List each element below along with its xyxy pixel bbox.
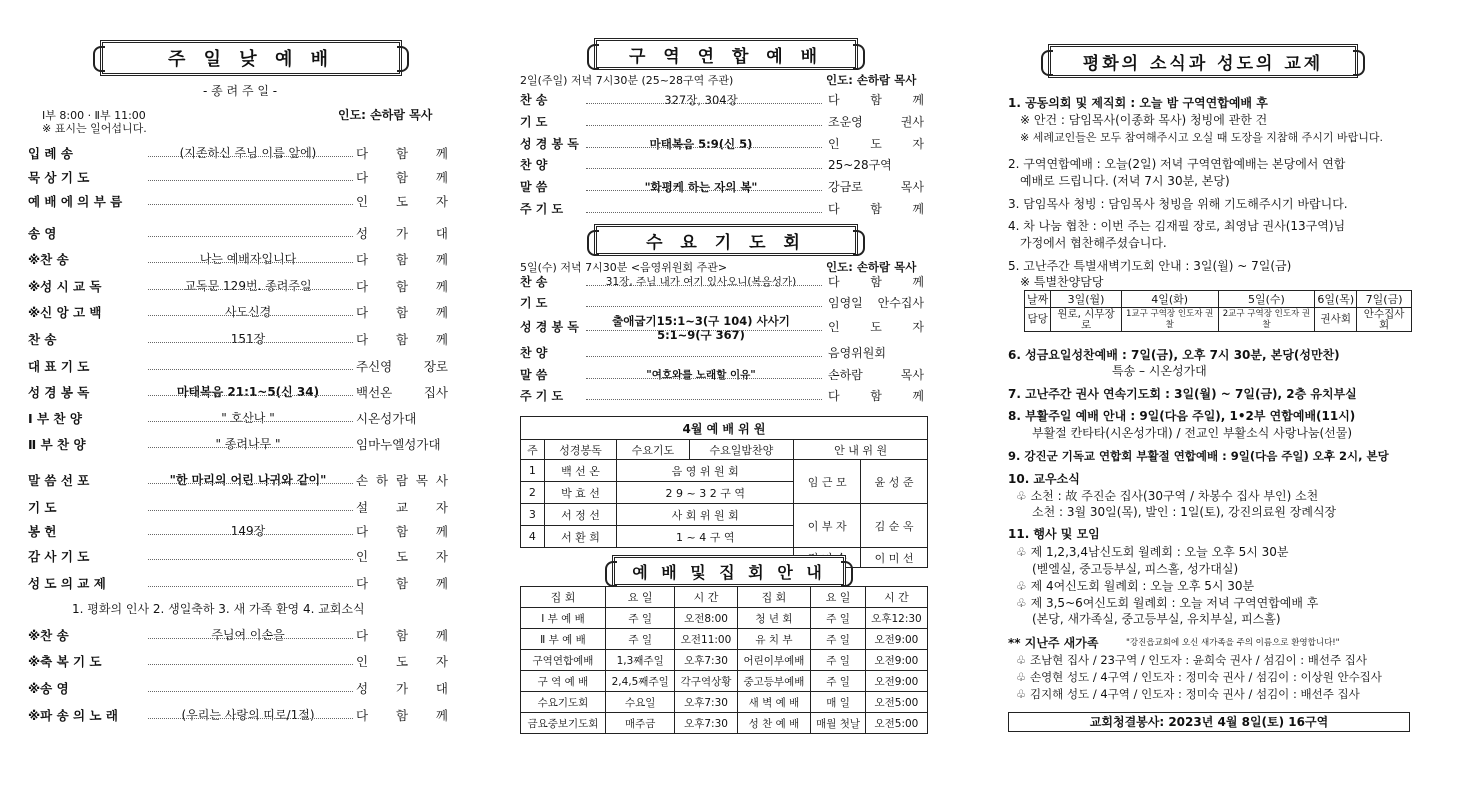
leader-dots [586,320,822,331]
leader-dots [148,279,353,290]
week-number: 4 [521,526,545,548]
dawn-header: 5일(수) [1218,291,1315,308]
dawn-cell: 권사회 [1315,308,1357,332]
leader-dots [148,226,353,237]
evening-services-column [516,0,930,786]
cleaning-service: 교회청결봉사: 2023년 4월 8일(토) 16구역 [1008,712,1410,732]
reader-name: 서 환 희 [544,526,616,548]
schedule-cell: 새 벽 예 배 [737,692,811,713]
order-item-name: Ⅱ 부 찬 양 [28,437,86,452]
schedule-cell: 주 일 [811,650,866,671]
news-item: ※ 세례교인들은 모두 참여해주시고 오실 때 도장을 지참해 주시기 바랍니다. [1020,131,1383,144]
order-item-person: 손하람 목사 [828,368,924,382]
news-item: ♧ 소천 : 故 주진순 집사(30구역 / 차봉수 집사 부인) 소천 [1016,489,1319,503]
order-item-name: 찬 송 [520,275,548,289]
schedule-cell: 구 역 예 배 [521,671,606,692]
schedule-cell: 오전9:00 [865,650,927,671]
committee-header: 주 [521,440,545,460]
order-item-desc: (우리는 사랑의 띠로/1절) [181,708,315,722]
leader-dots [148,437,353,448]
schedule-cell: 어린이부예배 [737,650,811,671]
order-item-desc: " 호산나 " [221,411,275,425]
dawn-cell: 담당 [1025,308,1051,332]
news-item: 부활절 칸타타(시온성가대) / 전교인 부활소식 사랑나눔(선물) [1032,426,1353,440]
order-item-name: 말 씀 선 포 [28,473,90,488]
schedule-cell: 수요기도회 [521,692,606,713]
order-item-name: 예 배 에 의 부 름 [28,194,123,209]
order-item-desc: 마태복음 21:1~5(신 34) [176,385,320,399]
dawn-header: 6일(목) [1315,291,1357,308]
meetings-schedule-table [520,586,928,734]
news-item: 6. 성금요일성찬예배 : 7일(금), 오후 7시 30분, 본당(성만찬) [1008,348,1340,362]
order-item-name: 기 도 [520,115,548,129]
leader-dots [148,359,353,370]
schedule-cell: 성 찬 예 배 [737,713,811,734]
news-item: 1. 공동의회 및 제직회 : 오늘 밤 구역연합예배 후 [1008,96,1268,110]
schedule-header: 집 회 [737,587,811,608]
order-item-person: 시온성가대 [356,411,417,426]
schedule-cell: 오전9:00 [865,629,927,650]
order-item-desc: 출애굽기15:1~3(구 104) 사사기 5:1~9(구 367) [612,314,790,342]
news-item: ♧ 손영현 성도 / 4구역 / 인도자 : 정미숙 권사 / 섬김이 : 이상원 안수집사 [1016,670,1382,684]
order-item-person: 다 함 께 [828,93,924,107]
schedule-cell: 오후12:30 [865,608,927,629]
order-item-desc: "여호와를 노래할 이유" [646,369,756,381]
schedule-cell: Ⅱ 부 예 배 [521,629,606,650]
order-item-name: Ⅰ 부 찬 양 [28,411,82,426]
news-item: 10. 교우소식 [1008,472,1080,486]
order-item-name: ※축 복 기 도 [28,654,102,669]
news-item: 예배로 드립니다. (저녁 7시 30분, 본당) [1020,174,1230,188]
leader-dots [586,180,822,191]
order-item-person: 다 함 께 [356,279,448,294]
order-item-person: 성 가 대 [356,226,448,241]
news-item: ** 지난주 새가족 [1008,636,1099,650]
schedule-cell: 오후7:30 [675,650,737,671]
leader-dots [586,93,822,104]
order-item-desc: 나는 예배자입니다 [199,252,297,266]
order-item-person: 백선온 집사 [356,385,448,400]
news-item: ♧ 제 3,5~6여신도회 월례회 : 오늘 저녁 구역연합예배 후 [1016,596,1319,610]
leader-dots [586,202,822,213]
usher-name: 윤 성 준 [861,460,928,504]
committee-header: 수요기도 [617,440,689,460]
meetings-guide-title: 예 배 및 집 회 안 내 [612,555,846,587]
news-title: 평화의 소식과 성도의 교제 [1048,44,1358,78]
order-item-person: 조운영 권사 [828,115,924,129]
leader-dots [586,158,822,169]
dawn-header: 7일(금) [1357,291,1412,308]
leader-dots [586,115,822,126]
order-item-name: 감 사 기 도 [28,549,90,564]
leader-dots [148,708,353,719]
order-item-name: 입 례 송 [28,146,73,161]
schedule-cell: 주 일 [605,629,674,650]
order-item-desc: "화평케 하는 자의 복" [644,180,758,194]
leader-dots [148,194,353,205]
sunday-subtitle: - 종 려 주 일 - [203,84,278,98]
order-item-desc: 327장, 304장 [664,93,738,107]
schedule-cell: 금요중보기도회 [521,713,606,734]
order-item-name: 말 씀 [520,180,548,194]
schedule-header: 시 간 [675,587,737,608]
order-item-desc: 149장 [230,524,266,538]
leader-dots [148,576,353,587]
fellowship-items: 1. 평화의 인사 2. 생일축하 3. 새 가족 환영 4. 교회소식 [72,602,365,616]
order-item-name: ※신 앙 고 백 [28,305,102,320]
order-item-person: 다 함 께 [356,708,448,723]
leader-dots [148,332,353,343]
leader-dots [148,628,353,639]
news-item: ♧ 김지해 성도 / 4구역 / 인도자 : 정미숙 권사 / 섬김이 : 배선주 집사 [1016,687,1360,701]
schedule-cell: 1,3째주일 [605,650,674,671]
week-number: 3 [521,504,545,526]
leader-dots [148,654,353,665]
leader-dots [148,252,353,263]
news-item: (본당, 새가족실, 중고등부실, 유치부실, 피스홀) [1032,612,1281,626]
news-item: (벧엘실, 중고등부실, 피스홀, 성가대실) [1032,562,1239,576]
dawn-cell: 2교구 구역장 인도자 권찰 [1218,308,1315,332]
order-item-name: ※찬 송 [28,252,69,267]
news-item: 특송 – 시온성가대 [1112,364,1207,378]
order-item-person: 음영위원회 [828,346,886,360]
order-item-desc: 마태복음 5:9(신 5) [649,137,753,151]
schedule-cell: Ⅰ 부 예 배 [521,608,606,629]
leader-dots [148,385,353,396]
news-item: ♧ 제 1,2,3,4남신도회 월례회 : 오늘 오후 5시 30분 [1016,545,1289,559]
prayer-group: 사 회 위 원 회 [617,504,794,526]
standing-note: ※ 표시는 일어섭니다. [42,122,147,135]
news-item: 2. 구역연합예배 : 오늘(2일) 저녁 구역연합예배는 본당에서 연합 [1008,157,1346,171]
news-item: 9. 강진군 기독교 연합회 부활절 연합예배 : 9일(다음 주일) 오후 2시, 본당 [1008,449,1389,463]
dawn-prayer-table [1024,290,1412,332]
schedule-header: 요 일 [811,587,866,608]
news-item: 8. 부활주일 예배 안내 : 9일(다음 주일), 1•2부 연합예배(11시) [1008,409,1356,423]
service-times: Ⅰ부 8:00 · Ⅱ부 11:00 [42,109,146,122]
prayer-group: 음 영 위 원 회 [617,460,794,482]
order-item-name: 기 도 [520,296,548,310]
schedule-cell: 각구역상황 [675,671,737,692]
order-item-desc: 주님여 이손을 [211,628,285,642]
leader-dots [586,137,822,148]
schedule-cell: 주 일 [811,608,866,629]
news-item: 11. 행사 및 모임 [1008,527,1100,541]
leader-dots [148,411,353,422]
order-item-person: 손 하 람 목 사 [356,473,448,488]
order-item-person: 다 함 께 [356,576,448,591]
order-item-person: 다 함 께 [828,389,924,403]
order-item-name: 찬 송 [520,93,548,107]
news-item: 5. 고난주간 특별새벽기도회 안내 : 3일(월) ~ 7일(금) [1008,259,1292,273]
order-item-person: 25~28구역 [828,158,892,172]
dawn-header: 4일(화) [1121,291,1218,308]
week-number: 1 [521,460,545,482]
leader-dots [586,368,822,379]
order-item-person: 다 함 께 [356,170,448,185]
dawn-header: 날짜 [1025,291,1051,308]
order-item-name: 성 경 봉 독 [520,320,579,334]
order-item-name: 주 기 도 [520,389,564,403]
order-item-name: 성 도 의 교 제 [28,576,106,591]
order-item-person: 인 도 자 [828,320,924,334]
order-item-person: 설 교 자 [356,500,448,515]
order-item-name: ※송 영 [28,681,69,696]
committee-title: 4월 예 배 위 원 [521,417,928,440]
order-item-person: 임마누엘성가대 [356,437,441,452]
order-item-person: 인 도 자 [356,194,448,209]
order-item-person: 인 도 자 [356,654,448,669]
usher-name: 임 근 모 [794,460,861,504]
order-item-name: ※성 시 교 독 [28,279,102,294]
committee-header: 성경봉독 [544,440,616,460]
wednesday-prayer-info: 5일(수) 저녁 7시30분 <음영위원회 주관> [520,261,728,274]
order-item-desc: 151장 [230,332,266,346]
news-column [1002,0,1442,786]
wednesday-prayer-title: 수 요 기 도 회 [594,224,858,256]
order-item-name: 송 영 [28,226,57,241]
schedule-cell: 오전9:00 [865,671,927,692]
order-item-desc: 사도신경 [224,305,272,319]
schedule-header: 시 간 [865,587,927,608]
schedule-header: 집 회 [521,587,606,608]
district-worship-title: 구 역 연 합 예 배 [594,38,858,70]
prayer-group: 1 ~ 4 구 역 [617,526,794,548]
usher-name: 김 순 옥 [861,504,928,548]
usher-name: 이 미 선 [861,548,928,568]
sunday-worship-column [28,0,458,786]
prayer-group: 2 9 ~ 3 2 구 역 [617,482,794,504]
news-item: ♧ 조남현 집사 / 23구역 / 인도자 : 윤희숙 권사 / 섬김이 : 배선주 집사 [1016,653,1367,667]
news-item: 4. 차 나눔 협찬 : 이번 주는 김재필 장로, 최영남 권사(13구역)님 [1008,219,1346,233]
schedule-cell: 주 일 [605,608,674,629]
week-number: 2 [521,482,545,504]
district-worship-info: 2일(주일) 저녁 7시30분 (25~28구역 주관) [520,74,734,87]
schedule-cell: 오전8:00 [675,608,737,629]
committee-header: 안 내 위 원 [794,440,928,460]
order-item-name: 대 표 기 도 [28,359,90,374]
leader-dots [586,296,822,307]
order-item-name: 묵 상 기 도 [28,170,90,185]
news-item: 가정에서 협찬해주셨습니다. [1020,236,1167,250]
schedule-cell: 매 일 [811,692,866,713]
dawn-header: 3일(월) [1051,291,1122,308]
schedule-cell: 주 일 [811,671,866,692]
schedule-cell: 오전5:00 [865,713,927,734]
news-item: 3. 담임목사 청빙 : 담임목사 청빙을 위해 기도해주시기 바랍니다. [1008,197,1348,211]
usher-name: 이 부 자 [794,504,861,548]
schedule-cell: 오전5:00 [865,692,927,713]
schedule-header: 요 일 [605,587,674,608]
order-item-name: ※파 송 의 노 래 [28,708,118,723]
news-item: ♧ 제 4여신도회 월례회 : 오늘 오후 5시 30분 [1016,579,1255,593]
committee-header: 수요일밤찬양 [689,440,794,460]
leader-dots [148,473,353,484]
news-item: "강진읍교회에 오신 새가족을 주의 이름으로 환영합니다!" [1126,638,1340,648]
schedule-cell: 유 치 부 [737,629,811,650]
order-item-person: 다 함 께 [356,628,448,643]
order-item-desc: "한 마리의 어린 나귀와 같이" [169,473,327,487]
reader-name: 박 효 선 [544,482,616,504]
dawn-cell: 안수집사회 [1357,308,1412,332]
schedule-cell: 오후7:30 [675,692,737,713]
district-worship-leader: 인도: 손하람 목사 [826,73,917,87]
schedule-cell: 청 년 회 [737,608,811,629]
leader-dots [148,549,353,560]
schedule-cell: 구역연합예배 [521,650,606,671]
reader-name: 서 정 선 [544,504,616,526]
order-item-person: 다 함 께 [356,524,448,539]
order-item-person: 성 가 대 [356,681,448,696]
order-item-name: ※찬 송 [28,628,69,643]
worship-leader: 인도: 손하람 목사 [338,108,433,122]
leader-dots [148,146,353,157]
order-item-person: 인 도 자 [356,549,448,564]
order-item-name: 기 도 [28,500,57,515]
order-item-desc: 교독문 129번. 종려주일 [184,279,312,293]
news-item: 7. 고난주간 권사 연속기도회 : 3일(월) ~ 7일(금), 2층 유치부실 [1008,387,1357,401]
leader-dots [148,305,353,316]
order-item-person: 주신영 장로 [356,359,448,374]
order-item-person: 다 함 께 [356,305,448,320]
order-item-desc: " 종려나무 " [215,437,281,451]
leader-dots [586,389,822,400]
order-item-name: 성 경 봉 독 [520,137,579,151]
order-item-person: 임영일 안수집사 [828,296,924,310]
order-item-person: 다 함 께 [828,202,924,216]
order-item-name: 주 기 도 [520,202,564,216]
leader-dots [586,275,822,286]
reader-name: 백 선 온 [544,460,616,482]
order-item-person: 다 함 께 [356,252,448,267]
order-item-name: 찬 양 [520,346,548,360]
news-item: ※ 특별찬양담당 [1020,275,1104,289]
news-item: 소천 : 3월 30일(목), 발인 : 1일(토), 강진의료원 장례식장 [1032,505,1337,519]
april-committee-table [520,416,928,568]
leader-dots [148,524,353,535]
news-item: ※ 안건 : 담임목사(이종화 목사) 청빙에 관한 건 [1020,113,1268,127]
sunday-worship-title: 주 일 낮 예 배 [100,40,402,76]
order-item-person: 강금로 목사 [828,180,924,194]
schedule-cell: 2,4,5째주일 [605,671,674,692]
order-item-name: 찬 송 [28,332,57,347]
dawn-cell: 원로, 시무장로 [1051,308,1122,332]
schedule-cell: 오후7:30 [675,713,737,734]
order-item-desc: (지존하신 주님 이름 앞에) [179,146,317,160]
order-item-person: 인 도 자 [828,137,924,151]
order-item-name: 말 씀 [520,368,548,382]
schedule-cell: 주 일 [811,629,866,650]
schedule-cell: 매월 첫날 [811,713,866,734]
order-item-name: 성 경 봉 독 [28,385,90,400]
dawn-cell: 1교구 구역장 인도자 권찰 [1121,308,1218,332]
schedule-cell: 오전11:00 [675,629,737,650]
schedule-cell: 수요일 [605,692,674,713]
order-item-person: 다 함 께 [828,275,924,289]
wednesday-prayer-leader: 인도: 손하람 목사 [826,260,917,274]
order-item-person: 다 함 께 [356,146,448,161]
leader-dots [148,681,353,692]
order-item-name: 찬 양 [520,158,548,172]
leader-dots [148,170,353,181]
schedule-cell: 중고등부예배 [737,671,811,692]
leader-dots [148,500,353,511]
schedule-cell: 매주금 [605,713,674,734]
order-item-person: 다 함 께 [356,332,448,347]
order-item-name: 봉 헌 [28,524,57,539]
leader-dots [586,346,822,357]
order-item-desc: 31장, 주님 내가 여기 있사오니(복음성가) [605,276,797,288]
